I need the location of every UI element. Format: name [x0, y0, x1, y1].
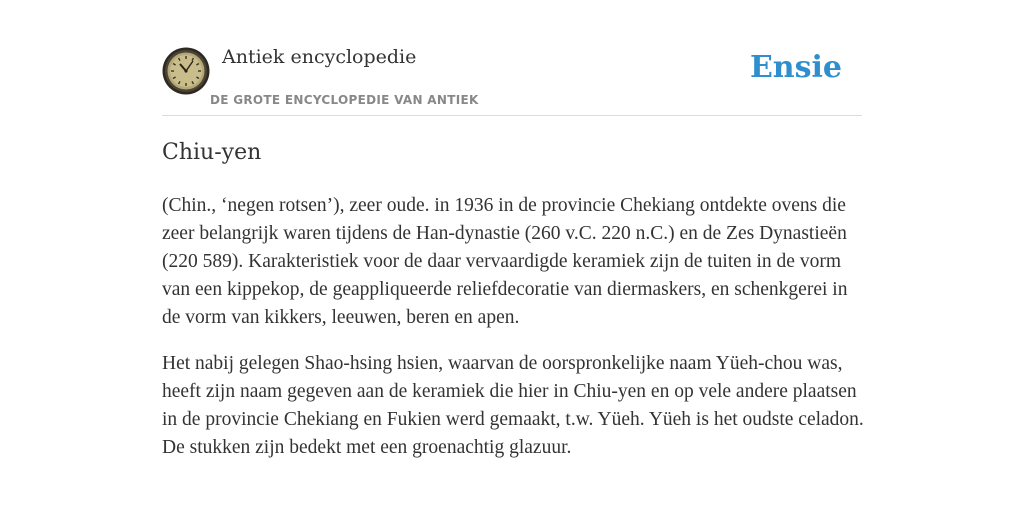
site-subtitle: DE GROTE ENCYCLOPEDIE VAN ANTIEK	[210, 93, 479, 107]
site-title[interactable]: Antiek encyclopedie	[222, 46, 417, 68]
clock-icon[interactable]	[162, 47, 210, 95]
article-body	[162, 192, 868, 480]
site-header	[162, 0, 862, 116]
page	[162, 0, 862, 512]
article-paragraph: (Chin., ‘negen rotsen’), zeer oude. in 1936 in de provincie Chekiang ontdekte ovens die zeer belangrijk waren tijdens de Han-dynastie (260 v.C. 220 n.C.) en de Zes Dynastieën (220 589). Karakteristiek voor de daar vervaardigde keramiek zijn de tuiten in de vorm van een kippekop, de geappliqueerde reliefdecoratie van diermaskers, en schenkgerei in de vorm van kikkers, leeuwen, beren en apen.	[162, 195, 848, 328]
ensie-logo-link[interactable]: Ensie	[749, 50, 842, 85]
article-title: Chiu-yen	[162, 140, 262, 165]
article-paragraph: Het nabij gelegen Shao-hsing hsien, waarvan de oorspronkelijke naam Yüeh-chou was, heeft zijn naam gegeven aan de keramiek die hier in Chiu-yen en op vele andere plaatsen in de provincie Chekiang en Fukien werd gemaakt, t.w. Yüeh. Yüeh is het oudste celadon. De stukken zijn bedekt met een groenachtig glazuur.	[162, 353, 864, 458]
